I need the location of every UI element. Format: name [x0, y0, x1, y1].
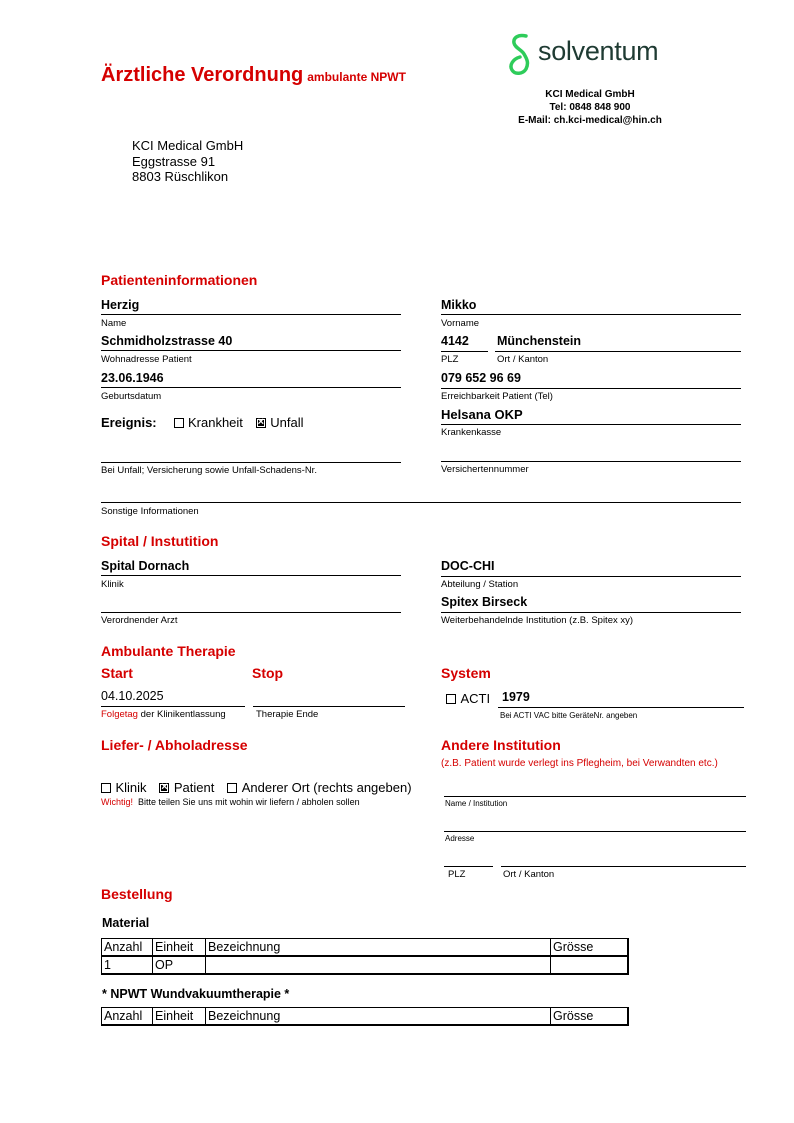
company-contact: [500, 88, 680, 127]
device-hint: Bei ACTI VAC bitte GeräteNr. angeben: [500, 711, 638, 720]
delivery-note-text: Bitte teilen Sie uns mit wohin wir liefern / abholen sollen: [138, 797, 360, 807]
firstname-value[interactable]: Mikko: [441, 298, 477, 312]
institution-city-label: Ort / Kanton: [503, 869, 555, 880]
start-value[interactable]: 04.10.2025: [101, 689, 164, 703]
klinik-label: Klinik: [115, 780, 147, 795]
insurer-label: Krankenkasse: [441, 427, 502, 438]
insurer-line: [441, 424, 741, 425]
firstname-line: [441, 314, 741, 315]
material-header-row: [102, 939, 629, 957]
insured-number-line[interactable]: [441, 461, 741, 462]
material-title: Material: [102, 916, 150, 930]
address-line-1: KCI Medical GmbH: [132, 138, 244, 153]
document-title: [101, 64, 406, 87]
name-value[interactable]: Herzig: [101, 298, 140, 312]
title-subtitle: ambulante NPWT: [307, 70, 406, 84]
section-hospital: Spital / Instutition: [101, 533, 219, 549]
material-col-einheit: Einheit: [153, 939, 206, 957]
npwt-col-einheit: Einheit: [153, 1008, 206, 1026]
company-email: E-Mail: ch.kci-medical@hin.ch: [518, 115, 662, 126]
followup-label: Weiterbehandelnde Institution (z.B. Spitex xy): [441, 615, 634, 626]
material-col-groesse: Grösse: [551, 939, 629, 957]
phone-line: [441, 388, 741, 389]
clinic-value[interactable]: Spital Dornach: [101, 559, 190, 573]
phone-label: Erreichbarkeit Patient (Tel): [441, 391, 553, 402]
institution-name-line[interactable]: [444, 796, 746, 797]
npwt-col-groesse: Grösse: [551, 1008, 629, 1026]
stop-line[interactable]: [253, 706, 405, 707]
material-table: [101, 938, 629, 975]
city-value[interactable]: Münchenstein: [497, 334, 582, 348]
acti-label: ACTI: [460, 691, 491, 706]
patient-label: Patient: [173, 780, 215, 795]
institution-address-label: Adresse: [445, 834, 475, 843]
other-place-label: Anderer Ort (rechts angeben): [241, 780, 412, 795]
street-label: Wohnadresse Patient: [101, 354, 192, 365]
institution-address-line[interactable]: [444, 831, 746, 832]
insurer-value[interactable]: Helsana OKP: [441, 407, 523, 422]
clinic-line: [101, 575, 401, 576]
doctor-line[interactable]: [101, 612, 401, 613]
acti-checkbox[interactable]: [446, 694, 456, 704]
section-order: Bestellung: [101, 886, 173, 902]
other-institution-hint: (z.B. Patient wurde verlegt ins Pflegheim, bei Verwandten etc.): [441, 758, 718, 769]
npwt-table: [101, 1007, 629, 1026]
device-line: [498, 707, 744, 708]
plz-line: [441, 351, 488, 352]
other-info-label: Sonstige Informationen: [101, 506, 199, 517]
event-group: [101, 414, 304, 432]
department-value[interactable]: DOC-CHI: [441, 559, 495, 573]
company-tel: Tel: 0848 848 900: [549, 102, 631, 113]
city-label: Ort / Kanton: [497, 354, 549, 365]
unfall-checkbox[interactable]: [256, 418, 266, 428]
phone-value[interactable]: 079 652 96 69: [441, 371, 521, 385]
dob-label: Geburtsdatum: [101, 391, 162, 402]
material-cell-einheit[interactable]: OP: [153, 956, 206, 974]
material-col-bezeichnung: Bezeichnung: [206, 939, 551, 957]
other-info-line[interactable]: [101, 502, 741, 503]
other-place-checkbox[interactable]: [227, 783, 237, 793]
device-value[interactable]: 1979: [502, 690, 530, 704]
start-line: [101, 706, 245, 707]
doctor-label: Verordnender Arzt: [101, 615, 178, 626]
npwt-header-row: [102, 1008, 629, 1026]
accident-label: Bei Unfall; Versicherung sowie Unfall-Schadens-Nr.: [101, 465, 317, 476]
solventum-logo: [508, 32, 698, 80]
start-hint: [101, 709, 226, 720]
city-line: [495, 351, 741, 352]
address-line-3: 8803 Rüschlikon: [132, 169, 229, 184]
street-line: [101, 350, 401, 351]
followup-line: [441, 612, 741, 613]
important-label: Wichtig!: [101, 797, 134, 807]
company-name: KCI Medical GmbH: [545, 89, 635, 100]
start-hint-text: der Klinikentlassung: [140, 709, 226, 720]
section-therapy: Ambulante Therapie: [101, 643, 236, 659]
unfall-label: Unfall: [270, 415, 304, 430]
delivery-note: [101, 797, 360, 807]
plz-label: PLZ: [441, 354, 459, 365]
npwt-col-bezeichnung: Bezeichnung: [206, 1008, 551, 1026]
start-hint-red: Folgetag: [101, 709, 138, 720]
klinik-checkbox[interactable]: [101, 783, 111, 793]
event-label: Ereignis:: [101, 415, 157, 430]
system-label: System: [441, 665, 491, 681]
stop-hint: Therapie Ende: [256, 709, 319, 720]
section-other-institution: Andere Institution: [441, 737, 561, 753]
npwt-col-anzahl: Anzahl: [102, 1008, 153, 1026]
address-line-2: Eggstrasse 91: [132, 153, 216, 169]
stop-label: Stop: [252, 665, 284, 681]
recipient-address: [132, 138, 243, 185]
material-cell-bezeichnung[interactable]: [206, 956, 551, 974]
street-value[interactable]: Schmidholzstrasse 40: [101, 334, 233, 348]
institution-city-line[interactable]: [501, 866, 746, 867]
krankheit-label: Krankheit: [187, 415, 243, 430]
material-cell-groesse[interactable]: [551, 956, 629, 974]
table-row: [102, 956, 629, 974]
clinic-label: Klinik: [101, 579, 124, 590]
plz-value[interactable]: 4142: [441, 334, 469, 348]
delivery-options: [101, 779, 412, 797]
department-label: Abteilung / Station: [441, 579, 519, 590]
accident-line[interactable]: [101, 462, 401, 463]
npwt-title: * NPWT Wundvakuumtherapie *: [102, 987, 290, 1001]
section-delivery: Liefer- / Abholadresse: [101, 737, 248, 753]
krankheit-checkbox[interactable]: [174, 418, 184, 428]
dob-value[interactable]: 23.06.1946: [101, 371, 164, 385]
start-label: Start: [101, 665, 133, 681]
material-col-anzahl: Anzahl: [102, 939, 153, 957]
material-cell-anzahl[interactable]: 1: [102, 956, 153, 974]
institution-plz-line[interactable]: [444, 866, 493, 867]
institution-plz-label: PLZ: [448, 869, 466, 880]
name-label: Name: [101, 318, 127, 329]
logo-text: solventum: [538, 36, 659, 66]
followup-value[interactable]: Spitex Birseck: [441, 595, 528, 609]
name-line: [101, 314, 401, 315]
system-option: [446, 690, 490, 708]
logo-mark-icon: [508, 32, 536, 78]
department-line: [441, 576, 741, 577]
patient-checkbox[interactable]: [159, 783, 169, 793]
dob-line: [101, 387, 401, 388]
section-patient: Patienteninformationen: [101, 272, 258, 288]
insured-number-label: Versichertennummer: [441, 464, 529, 475]
institution-name-label: Name / Institution: [445, 799, 508, 808]
title-main: Ärztliche Verordnung: [101, 64, 304, 86]
firstname-label: Vorname: [441, 318, 480, 329]
